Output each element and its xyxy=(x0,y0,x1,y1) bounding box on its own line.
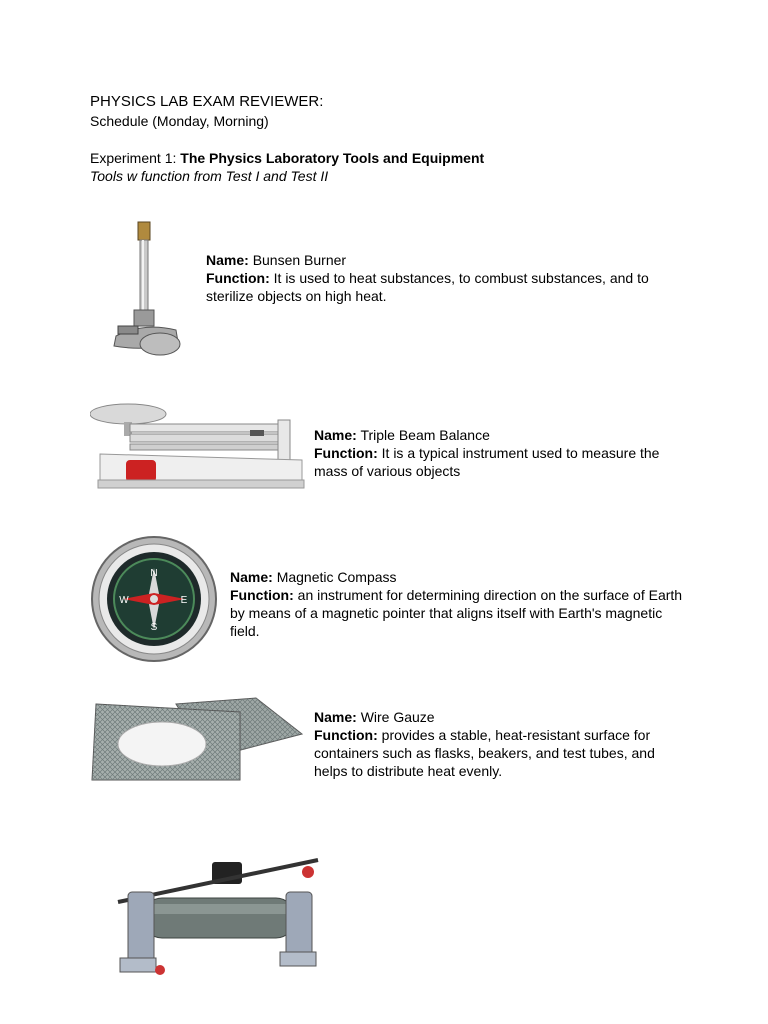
experiment-subtitle: Tools w function from Test I and Test II xyxy=(90,168,329,184)
rheostat-image xyxy=(110,852,324,980)
function-label: Function: xyxy=(206,270,270,286)
wire-gauze-image xyxy=(90,682,304,808)
tool-function: It is used to heat substances, to combust substances, and to xyxy=(273,270,649,286)
tool-name: Magnetic Compass xyxy=(276,569,397,585)
name-label: Name: xyxy=(230,569,273,585)
tool-name: Triple Beam Balance xyxy=(360,427,490,443)
tool-entry-magnetic-compass xyxy=(230,568,682,640)
tool-function-cont: by means of a magnetic pointer that aligns itself with Earth's magnetic xyxy=(230,605,663,621)
magnetic-compass-image xyxy=(90,532,220,666)
compass-letter-e: E xyxy=(180,595,188,606)
experiment-prefix: Experiment 1: xyxy=(90,150,181,166)
tool-entry-wire-gauze xyxy=(314,708,655,780)
tool-function: provides a stable, heat-resistant surface for xyxy=(381,727,651,743)
triple-beam-balance-image xyxy=(90,400,306,492)
tool-function-cont: containers such as flasks, beakers, and test tubes, and xyxy=(314,745,655,761)
tool-function-cont2: field. xyxy=(230,623,260,639)
tool-function-cont: mass of various objects xyxy=(314,463,461,479)
tool-function-cont: sterilize objects on high heat. xyxy=(206,288,387,304)
tool-name: Wire Gauze xyxy=(360,709,435,725)
schedule-line: Schedule (Monday, Morning) xyxy=(90,113,269,129)
tool-entry-bunsen-burner xyxy=(206,251,649,305)
tool-name: Bunsen Burner xyxy=(252,252,347,268)
tool-function: an instrument for determining direction on the surface of Earth xyxy=(297,587,683,603)
tool-entry-triple-beam-balance xyxy=(314,426,659,480)
function-label: Function: xyxy=(230,587,294,603)
tool-function-cont2: helps to distribute heat evenly. xyxy=(314,763,503,779)
bunsen-burner-image xyxy=(104,218,194,368)
tool-function: It is a typical instrument used to measure the xyxy=(381,445,660,461)
document-title: PHYSICS LAB EXAM REVIEWER: xyxy=(90,93,324,110)
compass-letter-n: N xyxy=(150,568,158,579)
name-label: Name: xyxy=(206,252,249,268)
name-label: Name: xyxy=(314,709,357,725)
compass-letter-w: W xyxy=(119,595,129,606)
experiment-heading xyxy=(90,149,484,167)
experiment-title: The Physics Laboratory Tools and Equipment xyxy=(180,150,485,166)
compass-letter-s: S xyxy=(150,622,158,633)
function-label: Function: xyxy=(314,727,378,743)
function-label: Function: xyxy=(314,445,378,461)
name-label: Name: xyxy=(314,427,357,443)
